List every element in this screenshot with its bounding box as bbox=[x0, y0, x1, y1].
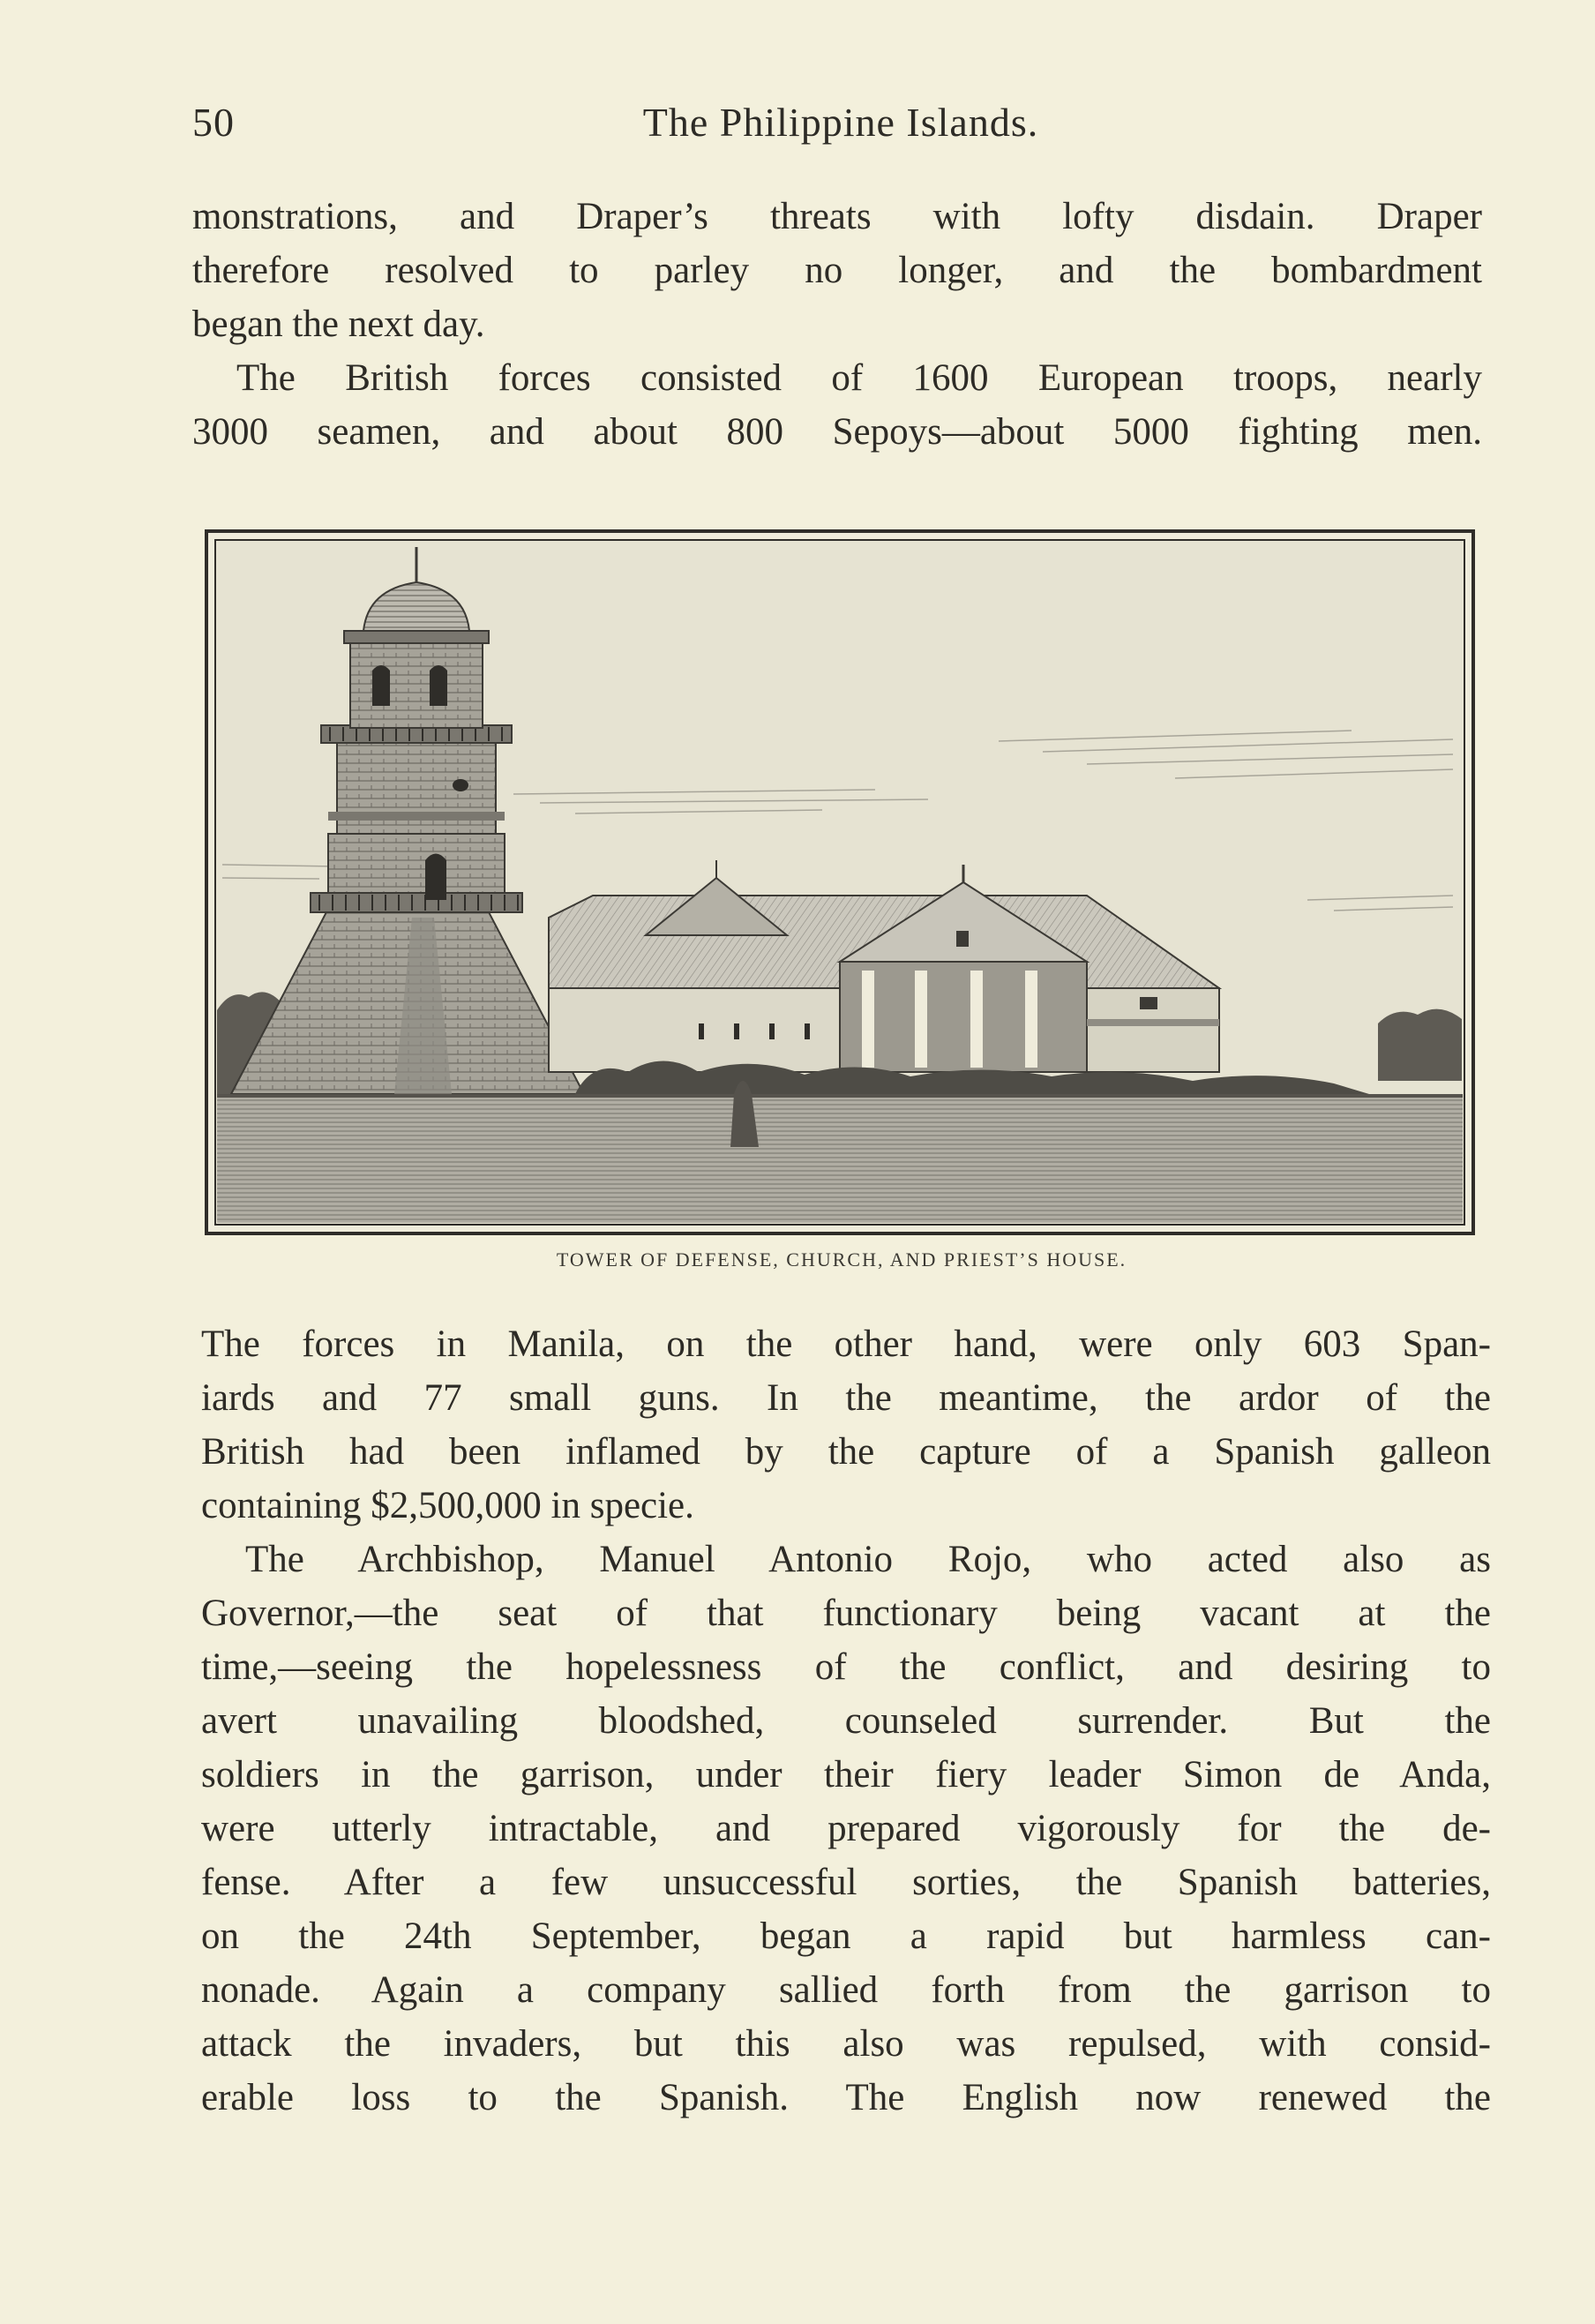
text-line: erable loss to the Spanish. The English now renewed the bbox=[201, 2077, 1491, 2118]
text-line: 3000 seamen, and about 800 Sepoys—about 5000 fighting men. bbox=[192, 411, 1482, 453]
top-text-block bbox=[192, 190, 1482, 459]
text-line: began the next day. bbox=[192, 304, 485, 345]
text-line: containing $2,500,000 in specie. bbox=[201, 1485, 694, 1526]
paragraph bbox=[192, 351, 1482, 459]
text-line: therefore resolved to parley no longer, and the bombardment bbox=[192, 250, 1482, 291]
text-line: fense. After a few unsuccessful sorties, the Spanish batteries, bbox=[201, 1862, 1491, 1903]
page-number: 50 bbox=[192, 100, 235, 145]
text-line: monstrations, and Draper’s threats with lofty disdain. Draper bbox=[192, 196, 1482, 237]
running-title: The Philippine Islands. bbox=[642, 100, 1039, 145]
paragraph bbox=[192, 190, 1482, 351]
text-line: avert unavailing bloodshed, counseled surrender. But the bbox=[201, 1700, 1491, 1742]
text-line: The forces in Manila, on the other hand, were only 603 Span- bbox=[201, 1323, 1491, 1365]
illustration-tower-church bbox=[205, 529, 1475, 1235]
text-line: on the 24th September, began a rapid but harmless can- bbox=[201, 1915, 1491, 1957]
text-line: British had been inflamed by the capture of a Spanish galleon bbox=[201, 1431, 1491, 1473]
running-head bbox=[192, 99, 1489, 152]
text-line: soldiers in the garrison, under their fiery leader Simon de Anda, bbox=[201, 1754, 1491, 1795]
bottom-text-block bbox=[201, 1317, 1491, 2125]
text-line: The British forces consisted of 1600 European troops, nearly bbox=[236, 357, 1482, 399]
paragraph bbox=[201, 1317, 1491, 1533]
text-line: time,—seeing the hopelessness of the conflict, and desiring to bbox=[201, 1646, 1491, 1688]
text-line: attack the invaders, but this also was repulsed, with consid- bbox=[201, 2023, 1491, 2065]
paragraph bbox=[201, 1533, 1491, 2125]
text-line: iards and 77 small guns. In the meantime, the ardor of the bbox=[201, 1377, 1491, 1419]
text-line: Governor,—the seat of that functionary being vacant at the bbox=[201, 1593, 1491, 1634]
text-line: nonade. Again a company sallied forth from the garrison to bbox=[201, 1969, 1491, 2011]
text-line: The Archbishop, Manuel Antonio Rojo, who acted also as bbox=[245, 1539, 1491, 1580]
figure-caption: TOWER OF DEFENSE, CHURCH, AND PRIEST’S HOUSE. bbox=[556, 1248, 1127, 1271]
text-line: were utterly intractable, and prepared vigorously for the de- bbox=[201, 1808, 1491, 1849]
